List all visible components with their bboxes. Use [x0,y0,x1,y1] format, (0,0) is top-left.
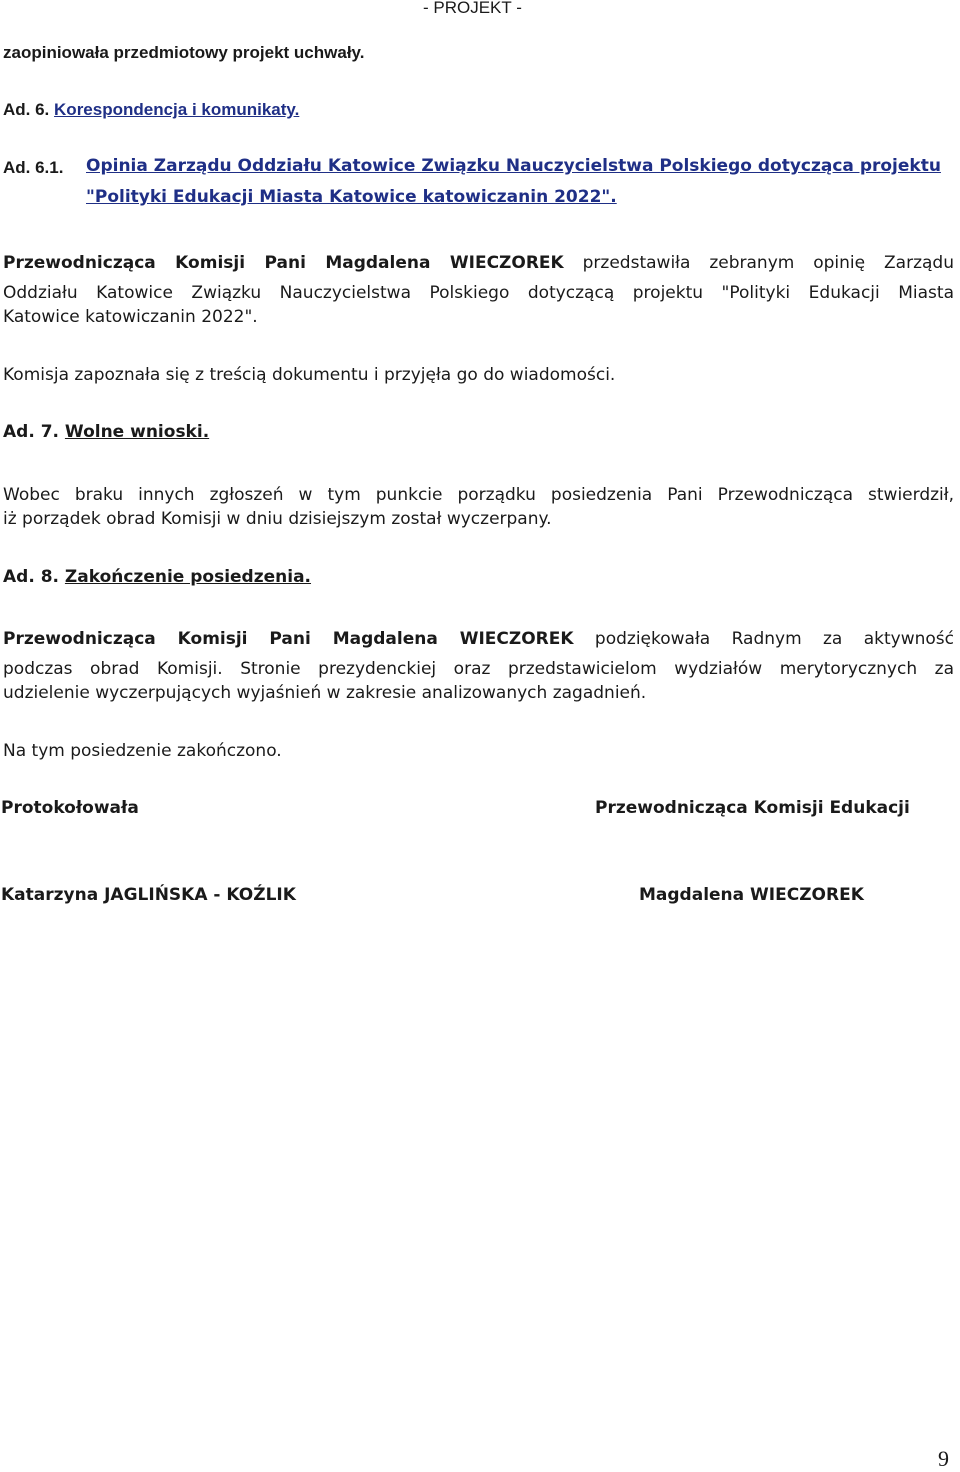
page-number: 9 [938,1446,949,1471]
draft-label: - PROJEKT - [423,0,522,17]
paragraph-opinion-line2: Oddziału Katowice Związku Nauczycielstwa Polskiego dotyczącą projektu "Polityki Edukacji Miasta [3,283,954,303]
paragraph-free-motions-line2: iż porządek obrad Komisji w dniu dzisiejszym został wyczerpany. [3,509,552,529]
intro-text: zaopiniowała przedmiotowy projekt uchwały. [3,43,365,62]
paragraph-thanks-line2: podczas obrad Komisji. Stronie prezydenckiej oraz przedstawicielom wydziałów merytorycznych za [3,659,954,679]
item-7-number: Ad. 7. [3,422,59,442]
item-6-1-number: Ad. 6.1. [3,158,64,177]
item-6-heading [3,100,299,120]
signature-left-name: Katarzyna JAGLIŃSKA - KOŹLIK [1,885,296,905]
signature-left-role: Protokołowała [1,798,139,818]
chairwoman-name: Przewodnicząca Komisji Pani Magdalena WIECZOREK [3,253,564,273]
item-6-1-title-line2: "Polityki Edukacji Miasta Katowice katowiczanin 2022". [86,187,617,207]
item-7-heading [3,422,209,442]
paragraph-thanks-line3: udzielenie wyczerpujących wyjaśnień w zakresie analizowanych zagadnień. [3,683,647,703]
paragraph-free-motions-line1: Wobec braku innych zgłoszeń w tym punkcie porządku posiedzenia Pani Przewodnicząca stwierdził, [3,485,954,505]
item-8-title: Zakończenie posiedzenia. [64,567,312,587]
chairwoman-name-2: Przewodnicząca Komisji Pani Magdalena WIECZOREK [3,629,574,649]
item-7-title: Wolne wnioski. [64,422,210,442]
item-8-number: Ad. 8. [3,567,59,587]
paragraph-acknowledged: Komisja zapoznała się z treścią dokumentu i przyjęła go do wiadomości. [3,365,616,385]
item-6-1-title-line1: Opinia Zarządu Oddziału Katowice Związku Nauczycielstwa Polskiego dotycząca projektu [86,156,941,176]
paragraph-closing: Na tym posiedzenie zakończono. [3,741,282,761]
item-6-number: Ad. 6. [3,100,50,119]
signature-right-role: Przewodnicząca Komisji Edukacji [595,798,910,818]
signature-right-name: Magdalena WIECZOREK [639,885,864,905]
item-6-title: Korespondencja i komunikaty. [54,100,300,119]
paragraph-opinion-line3: Katowice katowiczanin 2022". [3,307,258,327]
paragraph-opinion-line1: Przewodnicząca Komisji Pani Magdalena WIECZOREK przedstawiła zebranym opinię Zarządu [3,253,954,273]
paragraph-thanks-line1: Przewodnicząca Komisji Pani Magdalena WIECZOREK podziękowała Radnym za aktywność [3,629,954,649]
item-8-heading [3,567,311,587]
